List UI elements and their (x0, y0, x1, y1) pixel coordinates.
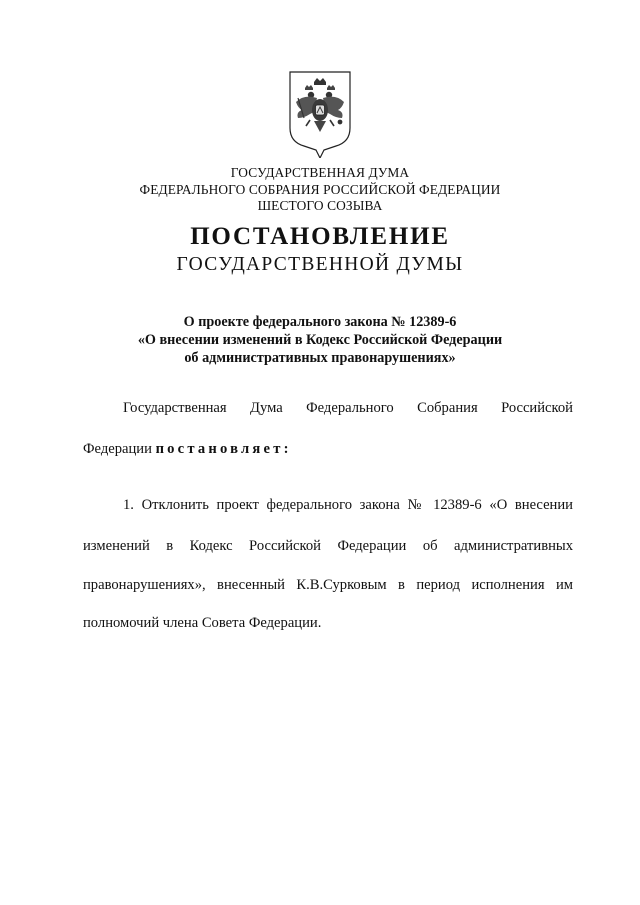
resolution-subject (0, 313, 640, 367)
subject-line-3: об административных правонарушениях» (184, 350, 456, 366)
header-line-1: ГОСУДАРСТВЕННАЯ ДУМА (230, 165, 410, 180)
header-line-2: ФЕДЕРАЛЬНОГО СОБРАНИЯ РОССИЙСКОЙ ФЕДЕРАЦИИ (139, 181, 501, 197)
clause-1-line-2: изменений в Кодекс Российской Федерации об административных (83, 538, 573, 554)
header-line-3: ШЕСТОГО СОЗЫВА (257, 198, 383, 213)
clause-1-line-3: правонарушениях», внесенный К.В.Сурковым в период исполнения им (83, 577, 573, 593)
subject-line-2: «О внесении изменений в Кодекс Российской Федерации (137, 332, 503, 348)
russian-coat-of-arms-icon (284, 68, 356, 158)
subject-line-1: О проекте федерального закона № 12389-6 (183, 314, 457, 330)
preamble-text: Федерации (83, 441, 152, 457)
issuer-header (0, 165, 640, 215)
preamble-line-2 (83, 440, 573, 458)
document-subtitle: ГОСУДАРСТВЕННОЙ ДУМЫ (176, 254, 464, 275)
preamble-line-1: Государственная Дума Федерального Собрания Российской (123, 400, 573, 416)
document-title: ПОСТАНОВЛЕНИЕ (190, 223, 450, 250)
preamble-decision-word: постановляет: (155, 441, 292, 457)
clause-1-line-1: 1. Отклонить проект федерального закона № 12389-6 «О внесении (123, 497, 573, 513)
clause-1-line-4: полномочий члена Совета Федерации. (83, 615, 322, 631)
